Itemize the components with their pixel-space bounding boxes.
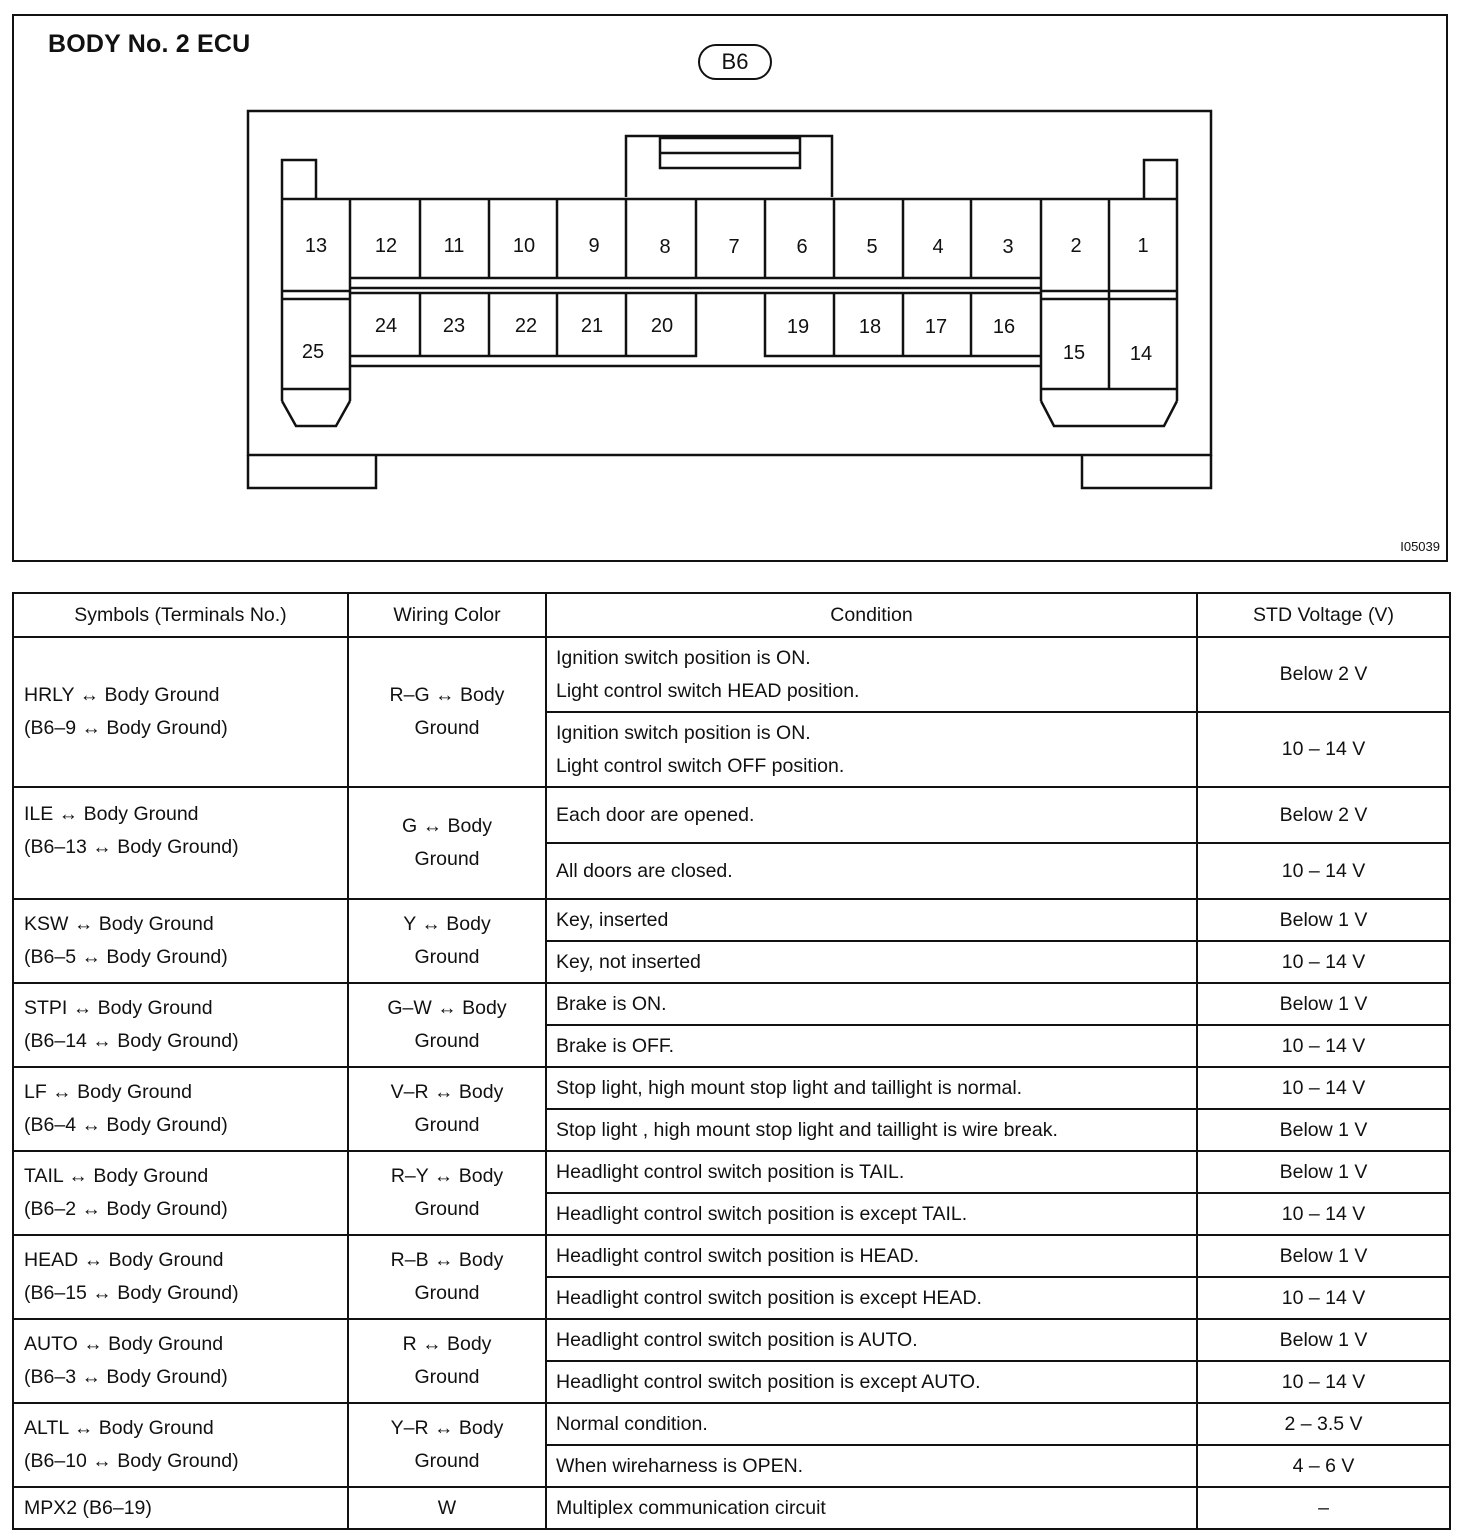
condition-cell xyxy=(546,1445,1197,1487)
table-row xyxy=(13,983,1450,1025)
terminal-text: (B6–2 ↔ Body Ground) xyxy=(24,1198,228,1220)
symbol-text: STPI ↔ Body Ground xyxy=(24,997,213,1019)
condition-text: Ignition switch position is ON. xyxy=(556,721,811,744)
symbol-cell xyxy=(13,637,348,787)
condition-cell xyxy=(546,899,1197,941)
wiring-text: R–G ↔ Body xyxy=(389,684,505,706)
terminal-1: 1 xyxy=(1137,235,1149,257)
header-condition: Condition xyxy=(546,593,1197,637)
terminal-text: (B6–10 ↔ Body Ground) xyxy=(24,1450,239,1472)
condition-text: Brake is OFF. xyxy=(556,1034,675,1057)
left-foot xyxy=(248,455,376,488)
symbol-text: KSW ↔ Body Ground xyxy=(24,913,214,935)
condition-cell xyxy=(546,843,1197,899)
voltage-cell: 10 – 14 V xyxy=(1197,1193,1450,1235)
table-row xyxy=(13,1067,1450,1109)
terminal-8: 8 xyxy=(659,236,671,258)
connector-figure xyxy=(12,14,1448,562)
symbol-cell xyxy=(13,899,348,983)
condition-cell xyxy=(546,1025,1197,1067)
terminal-16: 16 xyxy=(992,316,1016,338)
terminal-12: 12 xyxy=(374,235,398,257)
terminal-11: 11 xyxy=(443,235,465,257)
condition-cell xyxy=(546,1151,1197,1193)
condition-cell xyxy=(546,1109,1197,1151)
wiring-cell xyxy=(348,1067,546,1151)
terminal-text: (B6–4 ↔ Body Ground) xyxy=(24,1114,228,1136)
wiring-cell xyxy=(348,787,546,899)
terminal-15: 15 xyxy=(1062,342,1086,364)
wiring-text: G ↔ Body xyxy=(402,815,492,837)
condition-text: When wireharness is OPEN. xyxy=(556,1454,804,1477)
condition-text: Headlight control switch position is except TAIL. xyxy=(556,1202,968,1225)
condition-text: Ignition switch position is ON. xyxy=(556,646,811,669)
condition-cell xyxy=(546,1235,1197,1277)
condition-cell xyxy=(546,1487,1197,1529)
condition-cell xyxy=(546,1319,1197,1361)
wiring-text: Ground xyxy=(414,1198,480,1220)
voltage-cell: Below 1 V xyxy=(1197,1235,1450,1277)
wiring-cell xyxy=(348,899,546,983)
condition-text: All doors are closed. xyxy=(556,859,733,882)
symbol-text: TAIL ↔ Body Ground xyxy=(24,1165,209,1187)
wiring-text: V–R ↔ Body xyxy=(390,1081,504,1103)
table-row xyxy=(13,1235,1450,1277)
symbol-text: AUTO ↔ Body Ground xyxy=(24,1333,224,1355)
wiring-text: Ground xyxy=(414,1114,480,1136)
condition-text: Normal condition. xyxy=(556,1412,708,1435)
condition-text: Multiplex communication circuit xyxy=(556,1496,826,1519)
terminal-6: 6 xyxy=(796,236,808,258)
table-row xyxy=(13,637,1450,712)
connector-diagram xyxy=(14,16,1446,560)
voltage-cell: Below 2 V xyxy=(1197,787,1450,843)
condition-cell xyxy=(546,1277,1197,1319)
terminal-22: 22 xyxy=(514,315,538,337)
terminal-18: 18 xyxy=(858,316,882,338)
voltage-table xyxy=(12,592,1451,1530)
connector-body xyxy=(248,111,1211,455)
wiring-text: Ground xyxy=(414,1030,480,1052)
wiring-text: Ground xyxy=(414,946,480,968)
symbol-text: ALTL ↔ Body Ground xyxy=(24,1417,214,1439)
condition-cell xyxy=(546,787,1197,843)
wiring-cell xyxy=(348,1403,546,1487)
wiring-cell xyxy=(348,637,546,787)
condition-cell xyxy=(546,941,1197,983)
voltage-cell: Below 2 V xyxy=(1197,637,1450,712)
terminal-text: (B6–3 ↔ Body Ground) xyxy=(24,1366,228,1388)
terminal-3: 3 xyxy=(1002,236,1014,258)
table-row xyxy=(13,787,1450,843)
wiring-text: Y–R ↔ Body xyxy=(390,1417,504,1439)
condition-text: Stop light, high mount stop light and taillight is normal. xyxy=(556,1076,1023,1099)
terminal-13: 13 xyxy=(304,235,328,257)
connector-label: B6 xyxy=(698,44,772,80)
right-tab xyxy=(1144,160,1177,199)
wiring-text: R–Y ↔ Body xyxy=(390,1165,504,1187)
symbol-cell xyxy=(13,983,348,1067)
wiring-cell xyxy=(348,983,546,1067)
terminal-text: (B6–9 ↔ Body Ground) xyxy=(24,717,228,739)
condition-text: Headlight control switch position is AUTO. xyxy=(556,1328,918,1351)
voltage-cell: 10 – 14 V xyxy=(1197,1025,1450,1067)
condition-cell xyxy=(546,1361,1197,1403)
terminal-20: 20 xyxy=(650,315,674,337)
voltage-cell: Below 1 V xyxy=(1197,1151,1450,1193)
condition-text: Stop light , high mount stop light and taillight is wire break. xyxy=(556,1118,1058,1141)
condition-text: Brake is ON. xyxy=(556,992,667,1015)
voltage-cell: 10 – 14 V xyxy=(1197,1277,1450,1319)
condition-cell xyxy=(546,712,1197,787)
condition-text: Light control switch OFF position. xyxy=(556,754,845,777)
condition-cell xyxy=(546,1403,1197,1445)
symbol-cell xyxy=(13,1235,348,1319)
wiring-text: Ground xyxy=(414,848,480,870)
terminal-10: 10 xyxy=(512,235,536,257)
voltage-cell: Below 1 V xyxy=(1197,1319,1450,1361)
figure-title: BODY No. 2 ECU xyxy=(48,30,251,58)
wiring-cell xyxy=(348,1319,546,1403)
symbol-cell xyxy=(13,1319,348,1403)
condition-text: Each door are opened. xyxy=(556,803,755,826)
wiring-text: Ground xyxy=(414,717,480,739)
condition-cell xyxy=(546,1193,1197,1235)
terminal-19: 19 xyxy=(786,316,810,338)
symbol-cell xyxy=(13,1487,348,1529)
wiring-text: R–B ↔ Body xyxy=(390,1249,504,1271)
figure-code: I05039 xyxy=(1400,539,1440,554)
symbol-text: HRLY ↔ Body Ground xyxy=(24,684,220,706)
terminal-9: 9 xyxy=(588,235,600,257)
table-row xyxy=(13,899,1450,941)
wiring-text: R ↔ Body xyxy=(402,1333,492,1355)
voltage-cell: 10 – 14 V xyxy=(1197,1361,1450,1403)
terminal-4: 4 xyxy=(932,236,944,258)
terminal-17: 17 xyxy=(924,316,948,338)
voltage-cell: 4 – 6 V xyxy=(1197,1445,1450,1487)
terminal-text: (B6–5 ↔ Body Ground) xyxy=(24,946,228,968)
right-foot xyxy=(1082,455,1211,488)
terminal-14: 14 xyxy=(1129,343,1153,365)
terminal-24: 24 xyxy=(374,315,398,337)
header-wiring: Wiring Color xyxy=(348,593,546,637)
wiring-text: Y ↔ Body xyxy=(403,913,491,935)
voltage-cell: Below 1 V xyxy=(1197,1109,1450,1151)
symbol-cell xyxy=(13,1067,348,1151)
symbol-text: ILE ↔ Body Ground xyxy=(24,803,199,825)
header-voltage: STD Voltage (V) xyxy=(1197,593,1450,637)
symbol-text: MPX2 (B6–19) xyxy=(24,1496,152,1519)
terminal-21: 21 xyxy=(580,315,604,337)
condition-text: Key, not inserted xyxy=(556,950,701,973)
condition-text: Headlight control switch position is HEAD. xyxy=(556,1244,920,1267)
voltage-cell: Below 1 V xyxy=(1197,899,1450,941)
terminal-5: 5 xyxy=(866,236,878,258)
voltage-cell: 10 – 14 V xyxy=(1197,712,1450,787)
terminal-7: 7 xyxy=(728,236,740,258)
voltage-cell: 10 – 14 V xyxy=(1197,1067,1450,1109)
voltage-cell: 10 – 14 V xyxy=(1197,843,1450,899)
header-symbols: Symbols (Terminals No.) xyxy=(13,593,348,637)
condition-cell xyxy=(546,1067,1197,1109)
terminal-23: 23 xyxy=(442,315,466,337)
terminal-text: (B6–14 ↔ Body Ground) xyxy=(24,1030,239,1052)
wiring-cell xyxy=(348,1235,546,1319)
table-row xyxy=(13,1151,1450,1193)
symbol-text: HEAD ↔ Body Ground xyxy=(24,1249,224,1271)
condition-text: Headlight control switch position is except AUTO. xyxy=(556,1370,981,1393)
symbol-cell xyxy=(13,1403,348,1487)
terminal-text: (B6–13 ↔ Body Ground) xyxy=(24,836,239,858)
table-row xyxy=(13,1403,1450,1445)
wiring-text: W xyxy=(437,1496,457,1519)
condition-cell xyxy=(546,983,1197,1025)
wiring-text: Ground xyxy=(414,1282,480,1304)
wiring-cell xyxy=(348,1151,546,1235)
table-header-row xyxy=(13,593,1450,637)
voltage-cell: Below 1 V xyxy=(1197,983,1450,1025)
terminal-text: (B6–15 ↔ Body Ground) xyxy=(24,1282,239,1304)
condition-text: Headlight control switch position is TAIL. xyxy=(556,1160,905,1183)
symbol-cell xyxy=(13,787,348,899)
symbol-text: LF ↔ Body Ground xyxy=(24,1081,192,1103)
condition-cell xyxy=(546,637,1197,712)
left-tab xyxy=(282,160,316,199)
condition-text: Key, inserted xyxy=(556,908,669,931)
wiring-text: G–W ↔ Body xyxy=(387,997,507,1019)
voltage-cell: 10 – 14 V xyxy=(1197,941,1450,983)
wiring-cell xyxy=(348,1487,546,1529)
condition-text: Light control switch HEAD position. xyxy=(556,679,860,702)
terminal-2: 2 xyxy=(1070,235,1082,257)
condition-text: Headlight control switch position is except HEAD. xyxy=(556,1286,982,1309)
table-row xyxy=(13,1319,1450,1361)
terminal-25: 25 xyxy=(301,341,325,363)
voltage-cell: 2 – 3.5 V xyxy=(1197,1403,1450,1445)
voltage-cell: – xyxy=(1197,1487,1450,1529)
table-row xyxy=(13,1487,1450,1529)
symbol-cell xyxy=(13,1151,348,1235)
wiring-text: Ground xyxy=(414,1450,480,1472)
wiring-text: Ground xyxy=(414,1366,480,1388)
